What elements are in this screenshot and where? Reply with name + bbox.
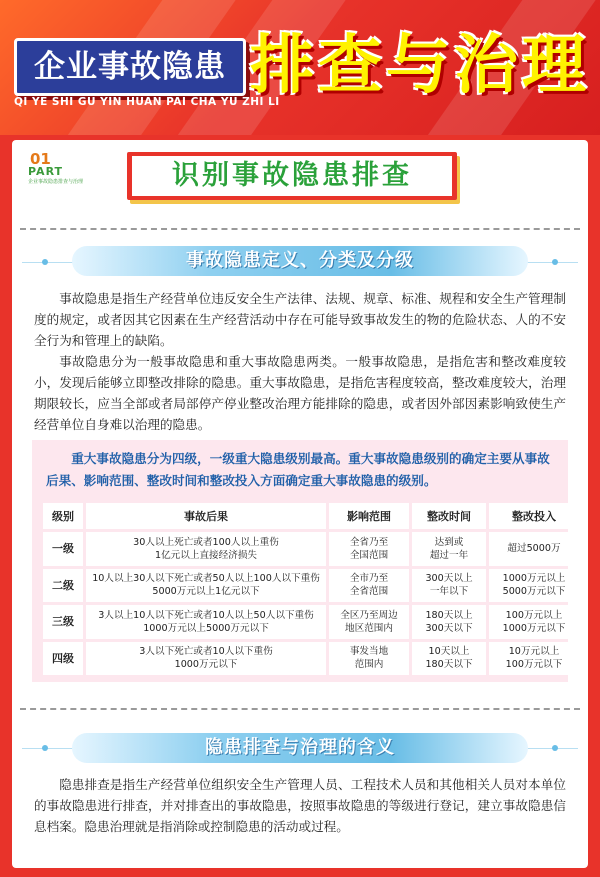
cell-line: 180天以下 [425,659,473,671]
investment-cell [489,605,579,639]
cell-line: 全市乃至 [349,573,389,585]
cell-line: 300天以上 [425,573,473,585]
cell-line: 100万元以上 [505,609,563,621]
divider [20,228,580,230]
section-title-definition: 事故隐患定义、分类及分级 [72,246,528,276]
grade-highlight [46,448,560,492]
highlight-text: 重大事故隐患分为四级，一级重大隐患级别最高。重大事故隐患级别的确定主要从事故后果、影响范围、整改时间和整改投入方面确定重大事故隐患的级别。 [46,451,550,488]
table-row [43,642,579,676]
content-card [12,140,588,868]
cell-line: 达到或 [434,536,464,548]
part-number: 01 [30,150,51,168]
main-title: 识别事故隐患排查 [132,156,452,196]
cell-line: 超过一年 [429,549,469,561]
consequence-cell [86,605,326,639]
table-header: 整改时间 [412,503,486,529]
cell-line: 5000万元以下 [502,586,566,598]
cell-line: 范围内 [354,659,384,671]
time-cell [412,605,486,639]
cell-line: 5000万元以上1亿元以下 [152,586,260,598]
header-banner [0,0,600,135]
cell-line: 一年以下 [429,586,469,598]
paragraph: 隐患排查是指生产经营单位组织安全生产管理人员、工程技术人员和其他相关人员对本单位的事故隐患进行排查，并对排查出的事故隐患，按照事故隐患的等级进行登记，建立事故隐患信息档案。隐患治理就是指消除或控制隐患的活动或过程。 [34,777,566,834]
section-title-meaning: 隐患排查与治理的含义 [72,733,528,763]
cell-line: 1000万元以上5000万元以下 [143,622,269,634]
cell-line: 1000万元以下 [174,659,238,671]
cell-line: 1000万元以下 [502,622,566,634]
table-row [43,532,579,566]
bottom-band [0,868,600,877]
meaning-text [34,774,566,837]
cell-line: 全省乃至 [349,536,389,548]
scope-cell [329,642,409,676]
cell-line: 10万元以上 [508,646,560,658]
cell-line: 超过5000万 [507,543,561,555]
section-dot [42,745,48,751]
cell-line: 10天以上 [428,646,470,658]
level-cell: 三级 [43,605,83,639]
part-subtitle: 企业事故隐患排查与治理 [28,179,84,185]
header-title-left: 企业事故隐患 [14,38,246,96]
part-word: PART [28,165,64,178]
table-header: 影响范围 [329,503,409,529]
cell-line: 30人以上死亡或者100人以上重伤 [133,536,279,548]
level-cell: 一级 [43,532,83,566]
divider [20,708,580,710]
cell-line: 3人以上10人以下死亡或者10人以上50人以下重伤 [98,609,314,621]
section-dot [552,259,558,265]
level-cell: 二级 [43,569,83,603]
header-pinyin: QI YE SHI GU YIN HUAN PAI CHA YU ZHI LI [14,96,280,108]
scope-cell [329,532,409,566]
cell-line: 全省范围 [349,586,389,598]
cell-line: 全区乃至周边 [340,609,398,621]
part-logo [22,150,92,188]
table-row [43,605,579,639]
table-header: 整改投入 [489,503,579,529]
definition-text [34,288,566,435]
cell-line: 300天以下 [425,622,473,634]
main-title-frame [127,152,457,200]
investment-cell [489,532,579,566]
table-header: 事故后果 [86,503,326,529]
cell-line: 事发当地 [349,646,389,658]
table-header-row [43,503,579,529]
investment-cell [489,569,579,603]
table-row [43,569,579,603]
consequence-cell [86,532,326,566]
cell-line: 180天以上 [425,609,473,621]
cell-line: 地区范围内 [345,622,393,634]
grade-box [32,440,568,682]
grade-table [40,500,582,678]
cell-line: 10人以上30人以下死亡或者50人以上100人以下重伤 [92,573,320,585]
section-dot [552,745,558,751]
cell-line: 3人以下死亡或者10人以下重伤 [139,646,273,658]
time-cell [412,569,486,603]
investment-cell [489,642,579,676]
table-header: 级别 [43,503,83,529]
consequence-cell [86,642,326,676]
section-dot [42,259,48,265]
cell-line: 全国范围 [349,549,389,561]
scope-cell [329,569,409,603]
paragraph: 事故隐患分为一般事故隐患和重大事故隐患两类。一般事故隐患，是指危害和整改难度较小，发现后能够立即整改排除的隐患。重大事故隐患，是指危害程度较高，整改难度较大，治理期限较长，应当全部或者局部停产停业整改治理方能排除的隐患，或者因外部因素影响致使生产经营单位自身难以治理的隐患。 [34,354,566,432]
level-cell: 四级 [43,642,83,676]
scope-cell [329,605,409,639]
cell-line: 100万元以下 [505,659,563,671]
paragraph: 事故隐患是指生产经营单位违反安全生产法律、法规、规章、标准、规程和安全生产管理制度的规定，或者因其它因素在生产经营活动中存在可能导致事故发生的物的危险状态、人的不安全行为和管理上的缺陷。 [34,291,566,348]
consequence-cell [86,569,326,603]
time-cell [412,532,486,566]
header-title-right: 排查与治理 [250,29,590,103]
cell-line: 1亿元以上直接经济损失 [154,549,258,561]
cell-line: 1000万元以上 [502,573,566,585]
time-cell [412,642,486,676]
